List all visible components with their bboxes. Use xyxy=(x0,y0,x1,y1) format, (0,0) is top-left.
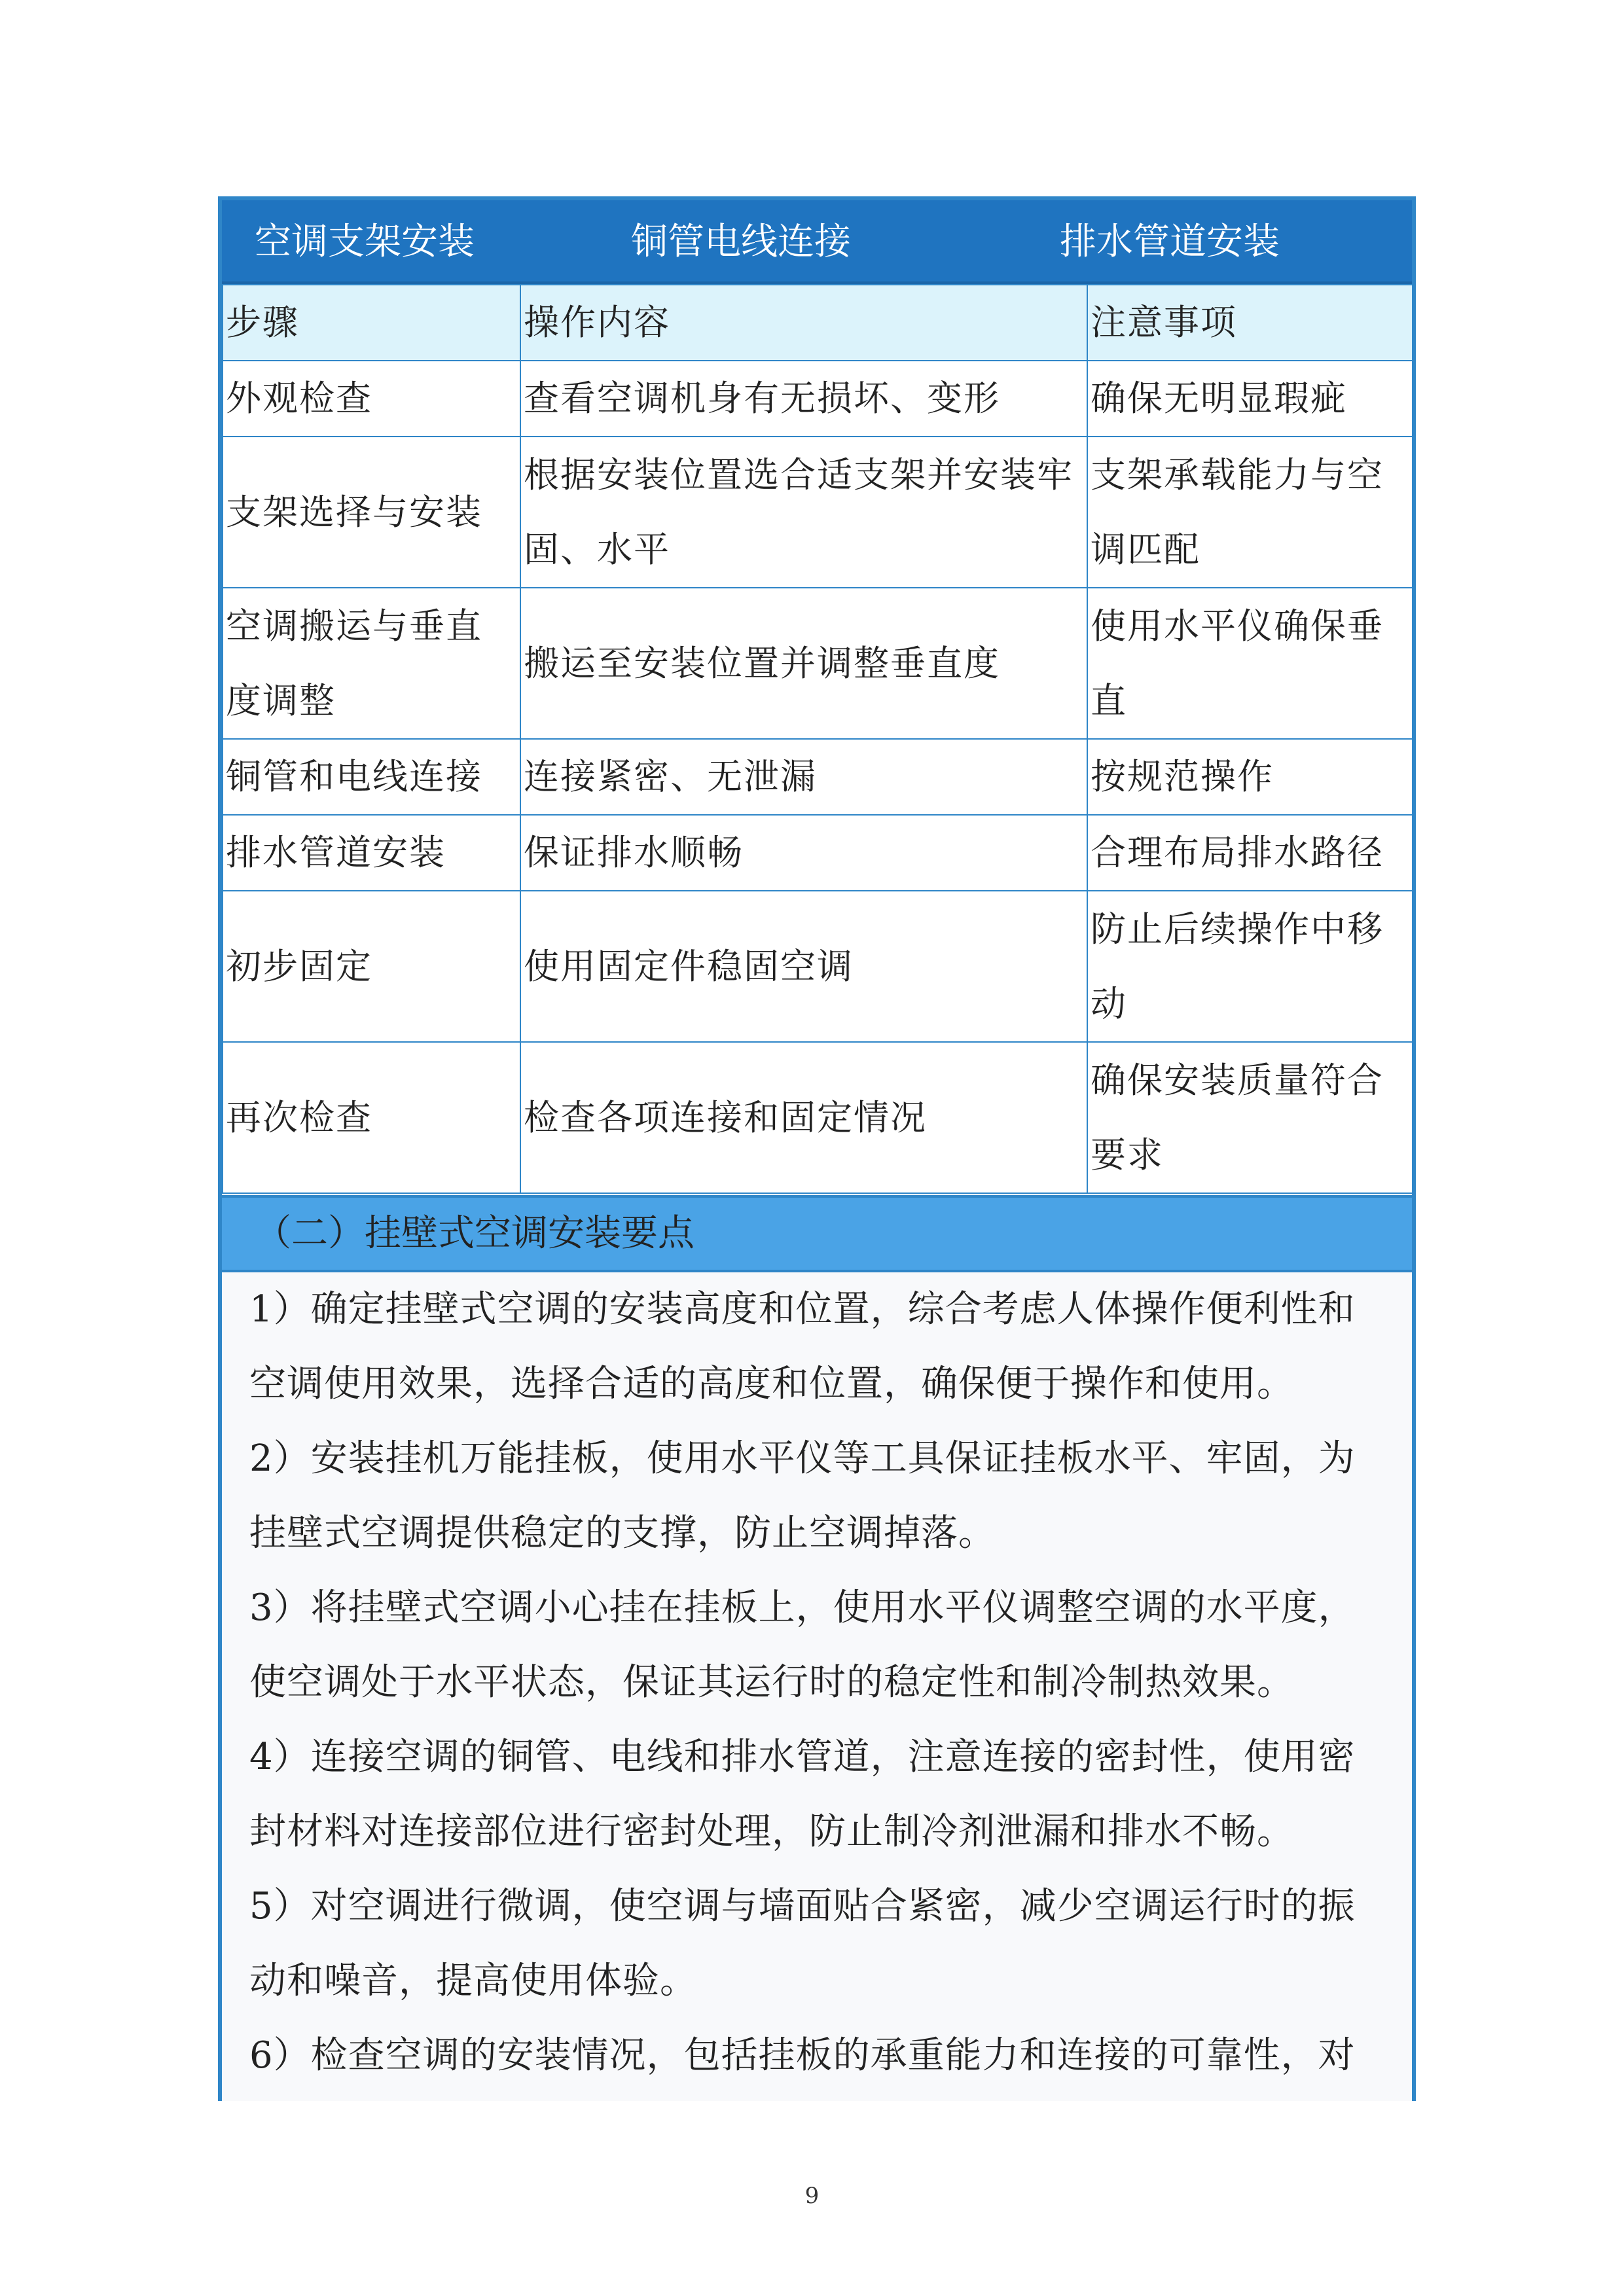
table-cell: 使用固定件稳固空调 xyxy=(520,891,1087,1042)
table-cell: 根据安装位置选合适支架并安装牢固、水平 xyxy=(520,437,1087,588)
paragraph-line: 4）连接空调的铜管、电线和排水管道，注意连接的密封性，使用密 xyxy=(249,1736,1356,1778)
table-row xyxy=(223,891,1413,1042)
table-cell: 排水管道安装 xyxy=(223,815,520,891)
table-cell: 防止后续操作中移动 xyxy=(1087,891,1413,1042)
table-cell: 按规范操作 xyxy=(1087,739,1413,815)
section-header-bar xyxy=(222,1195,1412,1272)
table-cell: 确保无明显瑕疵 xyxy=(1087,361,1413,437)
paragraph-line: 3）将挂壁式空调小心挂在挂板上，使用水平仪调整空调的水平度， xyxy=(249,1587,1356,1629)
table-cell: 保证排水顺畅 xyxy=(520,815,1087,891)
paragraph-line: 6）检查空调的安装情况，包括挂板的承重能力和连接的可靠性，对 xyxy=(249,2034,1356,2077)
table-cell: 外观检查 xyxy=(223,361,520,437)
paragraph-5 xyxy=(249,1869,1388,2018)
paragraph-6 xyxy=(249,2018,1388,2093)
column-header-step: 步骤 xyxy=(223,285,520,361)
table-header-row xyxy=(223,285,1413,361)
paragraph-line: 5）对空调进行微调，使空调与墙面贴合紧密，减少空调运行时的振 xyxy=(249,1885,1356,1928)
table-cell: 支架承载能力与空调匹配 xyxy=(1087,437,1413,588)
table-row xyxy=(223,361,1413,437)
page-number: 9 xyxy=(804,2183,820,2209)
table-cell: 合理布局排水路径 xyxy=(1087,815,1413,891)
table-cell: 铜管和电线连接 xyxy=(223,739,520,815)
table-cell: 确保安装质量符合要求 xyxy=(1087,1042,1413,1193)
paragraph-2 xyxy=(249,1422,1388,1571)
table-cell: 连接紧密、无泄漏 xyxy=(520,739,1087,815)
paragraph-line: 封材料对连接部位进行密封处理，防止制冷剂泄漏和排水不畅。 xyxy=(249,1810,1294,1853)
header-item-pipe-wire: 铜管电线连接 xyxy=(631,221,851,263)
paragraph-line: 2）安装挂机万能挂板，使用水平仪等工具保证挂板水平、牢固，为 xyxy=(249,1437,1356,1480)
header-bar xyxy=(222,200,1412,284)
table-cell: 查看空调机身有无损坏、变形 xyxy=(520,361,1087,437)
table-cell: 搬运至安装位置并调整垂直度 xyxy=(520,588,1087,739)
installation-steps-table xyxy=(222,284,1413,1194)
table-row xyxy=(223,739,1413,815)
section-title: （二）挂壁式空调安装要点 xyxy=(255,1212,695,1255)
paragraph-3 xyxy=(249,1571,1388,1720)
table-row xyxy=(223,437,1413,588)
column-header-notes: 注意事项 xyxy=(1087,285,1413,361)
paragraph-4 xyxy=(249,1720,1388,1869)
table-cell: 再次检查 xyxy=(223,1042,520,1193)
paragraph-line: 挂壁式空调提供稳定的支撑，防止空调掉落。 xyxy=(249,1512,996,1554)
paragraph-1 xyxy=(249,1272,1388,1422)
paragraph-line: 空调使用效果，选择合适的高度和位置，确保便于操作和使用。 xyxy=(249,1363,1294,1405)
paragraph-line: 动和噪音，提高使用体验。 xyxy=(249,1960,697,2002)
table-cell: 初步固定 xyxy=(223,891,520,1042)
document-frame xyxy=(218,196,1416,2101)
section-body xyxy=(222,1272,1412,2101)
table-row xyxy=(223,588,1413,739)
column-header-operation: 操作内容 xyxy=(520,285,1087,361)
table-cell: 使用水平仪确保垂直 xyxy=(1087,588,1413,739)
table-cell: 检查各项连接和固定情况 xyxy=(520,1042,1087,1193)
table-row xyxy=(223,815,1413,891)
table-row xyxy=(223,1042,1413,1193)
table-cell: 支架选择与安装 xyxy=(223,437,520,588)
header-item-bracket: 空调支架安装 xyxy=(255,221,475,263)
paragraph-line: 使空调处于水平状态，保证其运行时的稳定性和制冷制热效果。 xyxy=(249,1661,1294,1704)
paragraph-line: 1）确定挂壁式空调的安装高度和位置，综合考虑人体操作便利性和 xyxy=(249,1288,1356,1331)
table-cell: 空调搬运与垂直度调整 xyxy=(223,588,520,739)
header-item-drain: 排水管道安装 xyxy=(1060,221,1280,263)
